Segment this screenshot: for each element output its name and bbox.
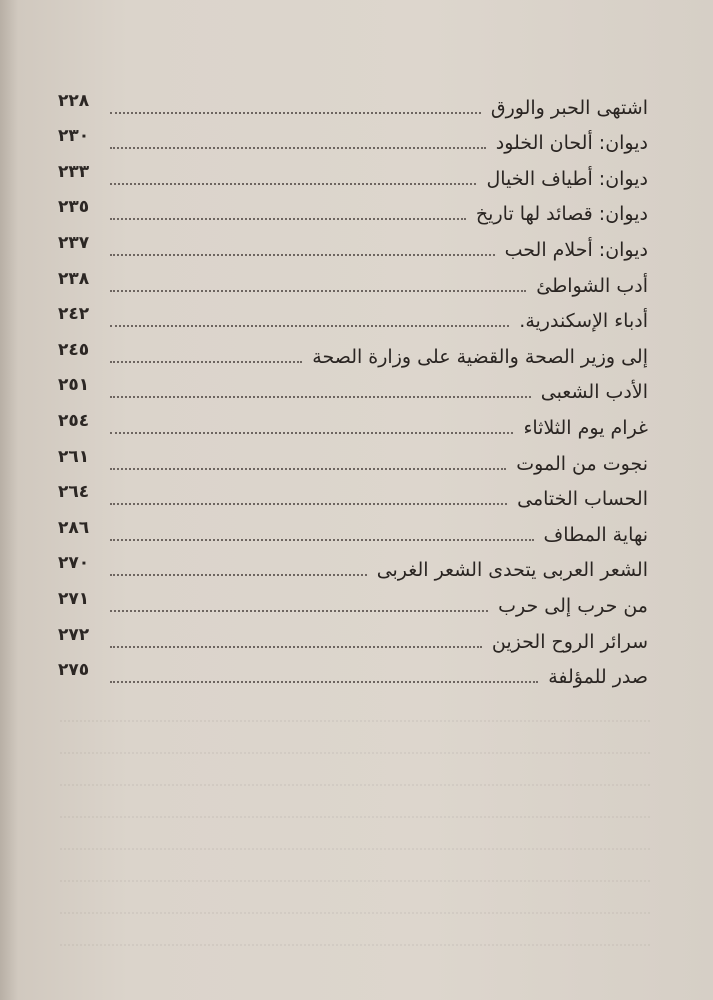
toc-page-number: ٢٣٥ bbox=[58, 197, 90, 218]
dot-leader bbox=[110, 218, 466, 220]
dot-leader bbox=[110, 539, 534, 541]
table-of-contents bbox=[58, 84, 648, 689]
toc-entry-title: ديوان: أطياف الخيال bbox=[486, 167, 648, 190]
show-through-line bbox=[60, 722, 650, 754]
toc-entry bbox=[58, 618, 648, 654]
toc-entry-title: إلى وزير الصحة والقضية على وزارة الصحة bbox=[312, 345, 648, 368]
toc-entry-title: من حرب إلى حرب bbox=[498, 594, 648, 617]
toc-entry bbox=[58, 369, 648, 405]
dot-leader bbox=[110, 468, 506, 470]
toc-entry bbox=[58, 262, 648, 298]
dot-leader bbox=[110, 574, 367, 576]
toc-page-number: ٢٣٨ bbox=[58, 268, 90, 289]
toc-page-number: ٢٧٢ bbox=[58, 624, 90, 645]
show-through-from-back-page bbox=[60, 690, 650, 960]
toc-entry bbox=[58, 333, 648, 369]
dot-leader bbox=[110, 432, 513, 434]
toc-page-number: ٢٧٥ bbox=[58, 660, 90, 681]
toc-page-number: ٢٦١ bbox=[58, 446, 90, 467]
show-through-line bbox=[60, 754, 650, 786]
toc-entry bbox=[58, 226, 648, 262]
toc-entry bbox=[58, 440, 648, 476]
dot-leader bbox=[110, 646, 482, 648]
toc-entry-title: ديوان: أحلام الحب bbox=[504, 238, 648, 261]
toc-entry-title: الأدب الشعبى bbox=[540, 381, 648, 404]
toc-entry-title: ديوان: ألحان الخلود bbox=[495, 132, 648, 155]
dot-leader bbox=[110, 681, 538, 683]
toc-page-number: ٢٥٤ bbox=[58, 410, 90, 431]
toc-page-number: ٢٤٥ bbox=[58, 339, 90, 360]
toc-page-number: ٢٣٧ bbox=[58, 232, 90, 253]
toc-entry-title: أدب الشواطئ bbox=[536, 274, 648, 297]
toc-page-number: ٢٥١ bbox=[58, 375, 90, 396]
toc-entry bbox=[58, 120, 648, 156]
toc-page-number: ٢٧١ bbox=[58, 588, 90, 609]
toc-entry bbox=[58, 155, 648, 191]
toc-entry bbox=[58, 191, 648, 227]
toc-entry bbox=[58, 582, 648, 618]
toc-entry bbox=[58, 654, 648, 690]
dot-leader bbox=[110, 290, 526, 292]
toc-entry-title: غرام يوم الثلاثاء bbox=[523, 416, 648, 439]
toc-entry bbox=[58, 298, 648, 334]
toc-entry bbox=[58, 476, 648, 512]
toc-page-number: ٢٧٠ bbox=[58, 553, 90, 574]
show-through-line bbox=[60, 914, 650, 946]
show-through-line bbox=[60, 690, 650, 722]
show-through-line bbox=[60, 850, 650, 882]
toc-page-number: ٢٣٣ bbox=[58, 161, 90, 182]
toc-entry-title: اشتهى الحبر والورق bbox=[490, 96, 648, 119]
dot-leader bbox=[110, 396, 531, 398]
dot-leader bbox=[110, 325, 509, 327]
toc-page-number: ٢٣٠ bbox=[58, 126, 90, 147]
page-binding-shadow bbox=[0, 0, 18, 1000]
toc-page-number: ٢٤٢ bbox=[58, 304, 90, 325]
dot-leader bbox=[110, 503, 507, 505]
toc-page-number: ٢٨٦ bbox=[58, 517, 90, 538]
toc-entry-title: أدباء الإسكندرية. bbox=[519, 310, 648, 333]
dot-leader bbox=[110, 254, 495, 256]
dot-leader bbox=[110, 361, 302, 363]
show-through-line bbox=[60, 882, 650, 914]
toc-entry-title: نهاية المطاف bbox=[543, 523, 648, 546]
toc-entry bbox=[58, 84, 648, 120]
toc-page-number: ٢٢٨ bbox=[58, 90, 90, 111]
toc-entry-title: سرائر الروح الحزين bbox=[491, 630, 648, 653]
toc-entry bbox=[58, 547, 648, 583]
toc-page-number: ٢٦٤ bbox=[58, 482, 90, 503]
toc-entry-title: ديوان: قصائد لها تاريخ bbox=[475, 203, 648, 226]
dot-leader bbox=[110, 610, 488, 612]
dot-leader bbox=[110, 112, 481, 114]
toc-entry-title: الحساب الختامى bbox=[517, 488, 648, 511]
dot-leader bbox=[110, 147, 486, 149]
show-through-line bbox=[60, 818, 650, 850]
dot-leader bbox=[110, 183, 476, 185]
toc-entry-title: صدر للمؤلفة bbox=[548, 666, 648, 689]
toc-entry bbox=[58, 404, 648, 440]
show-through-line bbox=[60, 786, 650, 818]
toc-entry-title: الشعر العربى يتحدى الشعر الغربى bbox=[376, 559, 648, 582]
toc-entry bbox=[58, 511, 648, 547]
toc-entry-title: نجوت من الموت bbox=[516, 452, 648, 475]
